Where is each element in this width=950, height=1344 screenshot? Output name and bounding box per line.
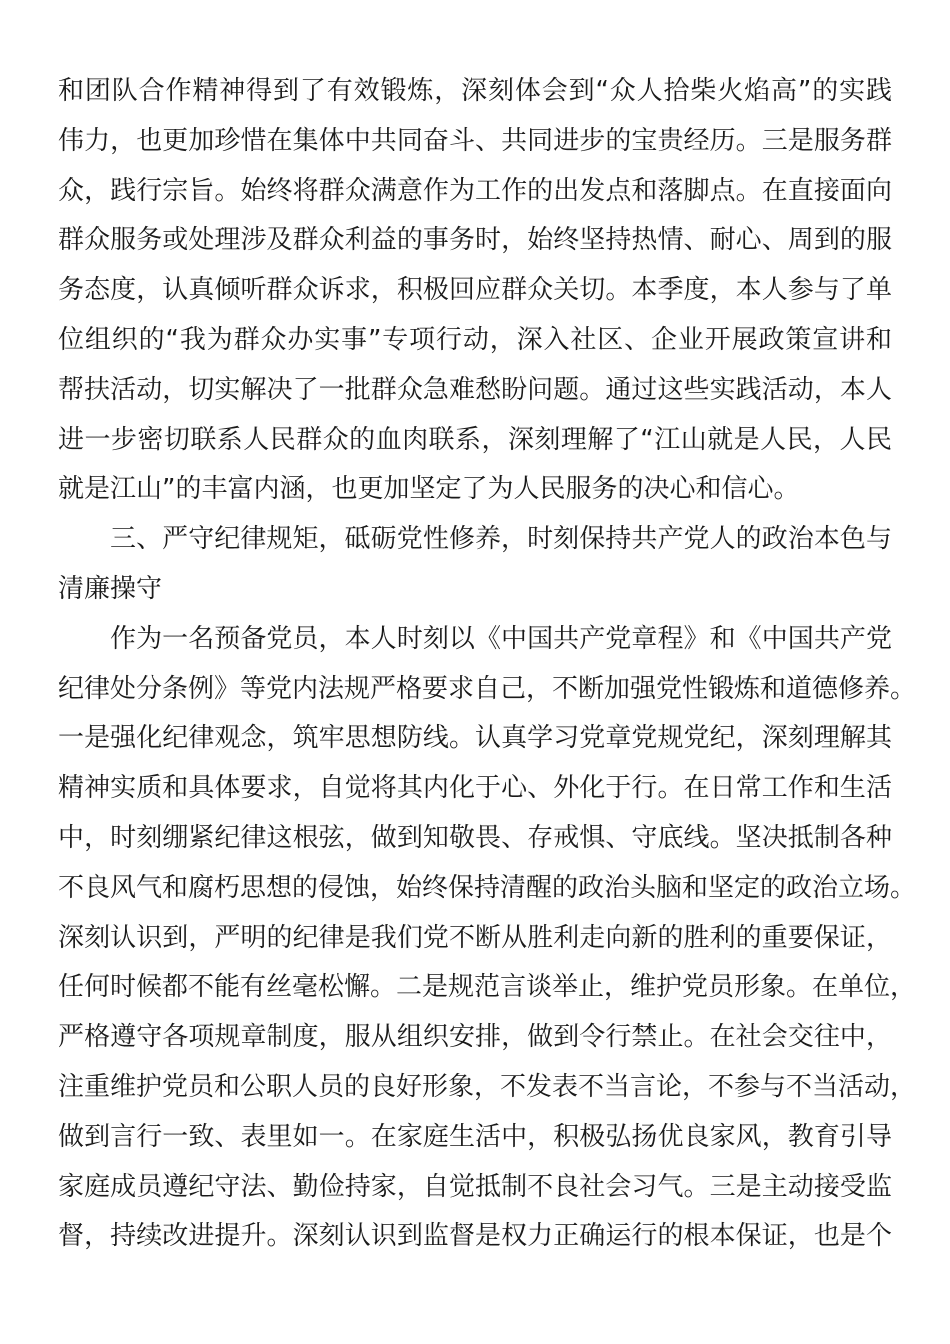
text-line: 严格遵守各项规章制度，服从组织安排，做到令行禁止。在社会交往中， bbox=[58, 1022, 892, 1053]
text-line: 位组织的“我为群众办实事”专项行动，深入社区、企业开展政策宣讲和 bbox=[58, 324, 892, 355]
text-line: 作为一名预备党员，本人时刻以《中国共产党章程》和《中国共产党 bbox=[110, 623, 892, 654]
text-line: 一是强化纪律观念，筑牢思想防线。认真学习党章党规党纪，深刻理解其 bbox=[58, 723, 892, 754]
text-line: 不良风气和腐朽思想的侵蚀，始终保持清醒的政治头脑和坚定的政治立场。 bbox=[58, 872, 917, 903]
document-page bbox=[58, 67, 917, 1262]
text-line: 众，践行宗旨。始终将群众满意作为工作的出发点和落脚点。在直接面向 bbox=[58, 175, 892, 206]
text-line: 家庭成员遵纪守法、勤俭持家，自觉抵制不良社会习气。三是主动接受监 bbox=[58, 1171, 892, 1202]
text-line: 注重维护党员和公职人员的良好形象，不发表不当言论，不参与不当活动， bbox=[58, 1071, 917, 1102]
text-line: 督，持续改进提升。深刻认识到监督是权力正确运行的根本保证，也是个 bbox=[58, 1221, 892, 1252]
text-line: 纪律处分条例》等党内法规严格要求自己，不断加强党性锻炼和道德修养。 bbox=[58, 673, 917, 704]
text-line: 做到言行一致、表里如一。在家庭生活中，积极弘扬优良家风，教育引导 bbox=[58, 1121, 892, 1152]
text-line: 和团队合作精神得到了有效锻炼，深刻体会到“众人拾柴火焰高”的实践 bbox=[58, 76, 892, 106]
text-line: 进一步密切联系人民群众的血肉联系，深刻理解了“江山就是人民，人民 bbox=[58, 424, 892, 455]
section-heading-line: 清廉操守 bbox=[58, 573, 163, 604]
text-line: 中，时刻绷紧纪律这根弦，做到知敬畏、存戒惧、守底线。坚决抵制各种 bbox=[58, 822, 892, 853]
text-line: 群众服务或处理涉及群众利益的事务时，始终坚持热情、耐心、周到的服 bbox=[58, 225, 892, 256]
text-line: 任何时候都不能有丝毫松懈。二是规范言谈举止，维护党员形象。在单位， bbox=[58, 972, 917, 1003]
text-line: 深刻认识到，严明的纪律是我们党不断从胜利走向新的胜利的重要保证， bbox=[58, 922, 892, 953]
text-line: 精神实质和具体要求，自觉将其内化于心、外化于行。在日常工作和生活 bbox=[58, 773, 892, 804]
text-line: 伟力，也更加珍惜在集体中共同奋斗、共同进步的宝贵经历。三是服务群 bbox=[58, 125, 892, 156]
text-line: 帮扶活动，切实解决了一批群众急难愁盼问题。通过这些实践活动，本人 bbox=[58, 374, 892, 405]
text-line: 务态度，认真倾听群众诉求，积极回应群众关切。本季度，本人参与了单 bbox=[58, 275, 892, 306]
section-heading-line: 三、严守纪律规矩，砥砺党性修养，时刻保持共产党人的政治本色与 bbox=[110, 524, 892, 555]
text-line: 就是江山”的丰富内涵，也更加坚定了为人民服务的决心和信心。 bbox=[58, 474, 800, 505]
